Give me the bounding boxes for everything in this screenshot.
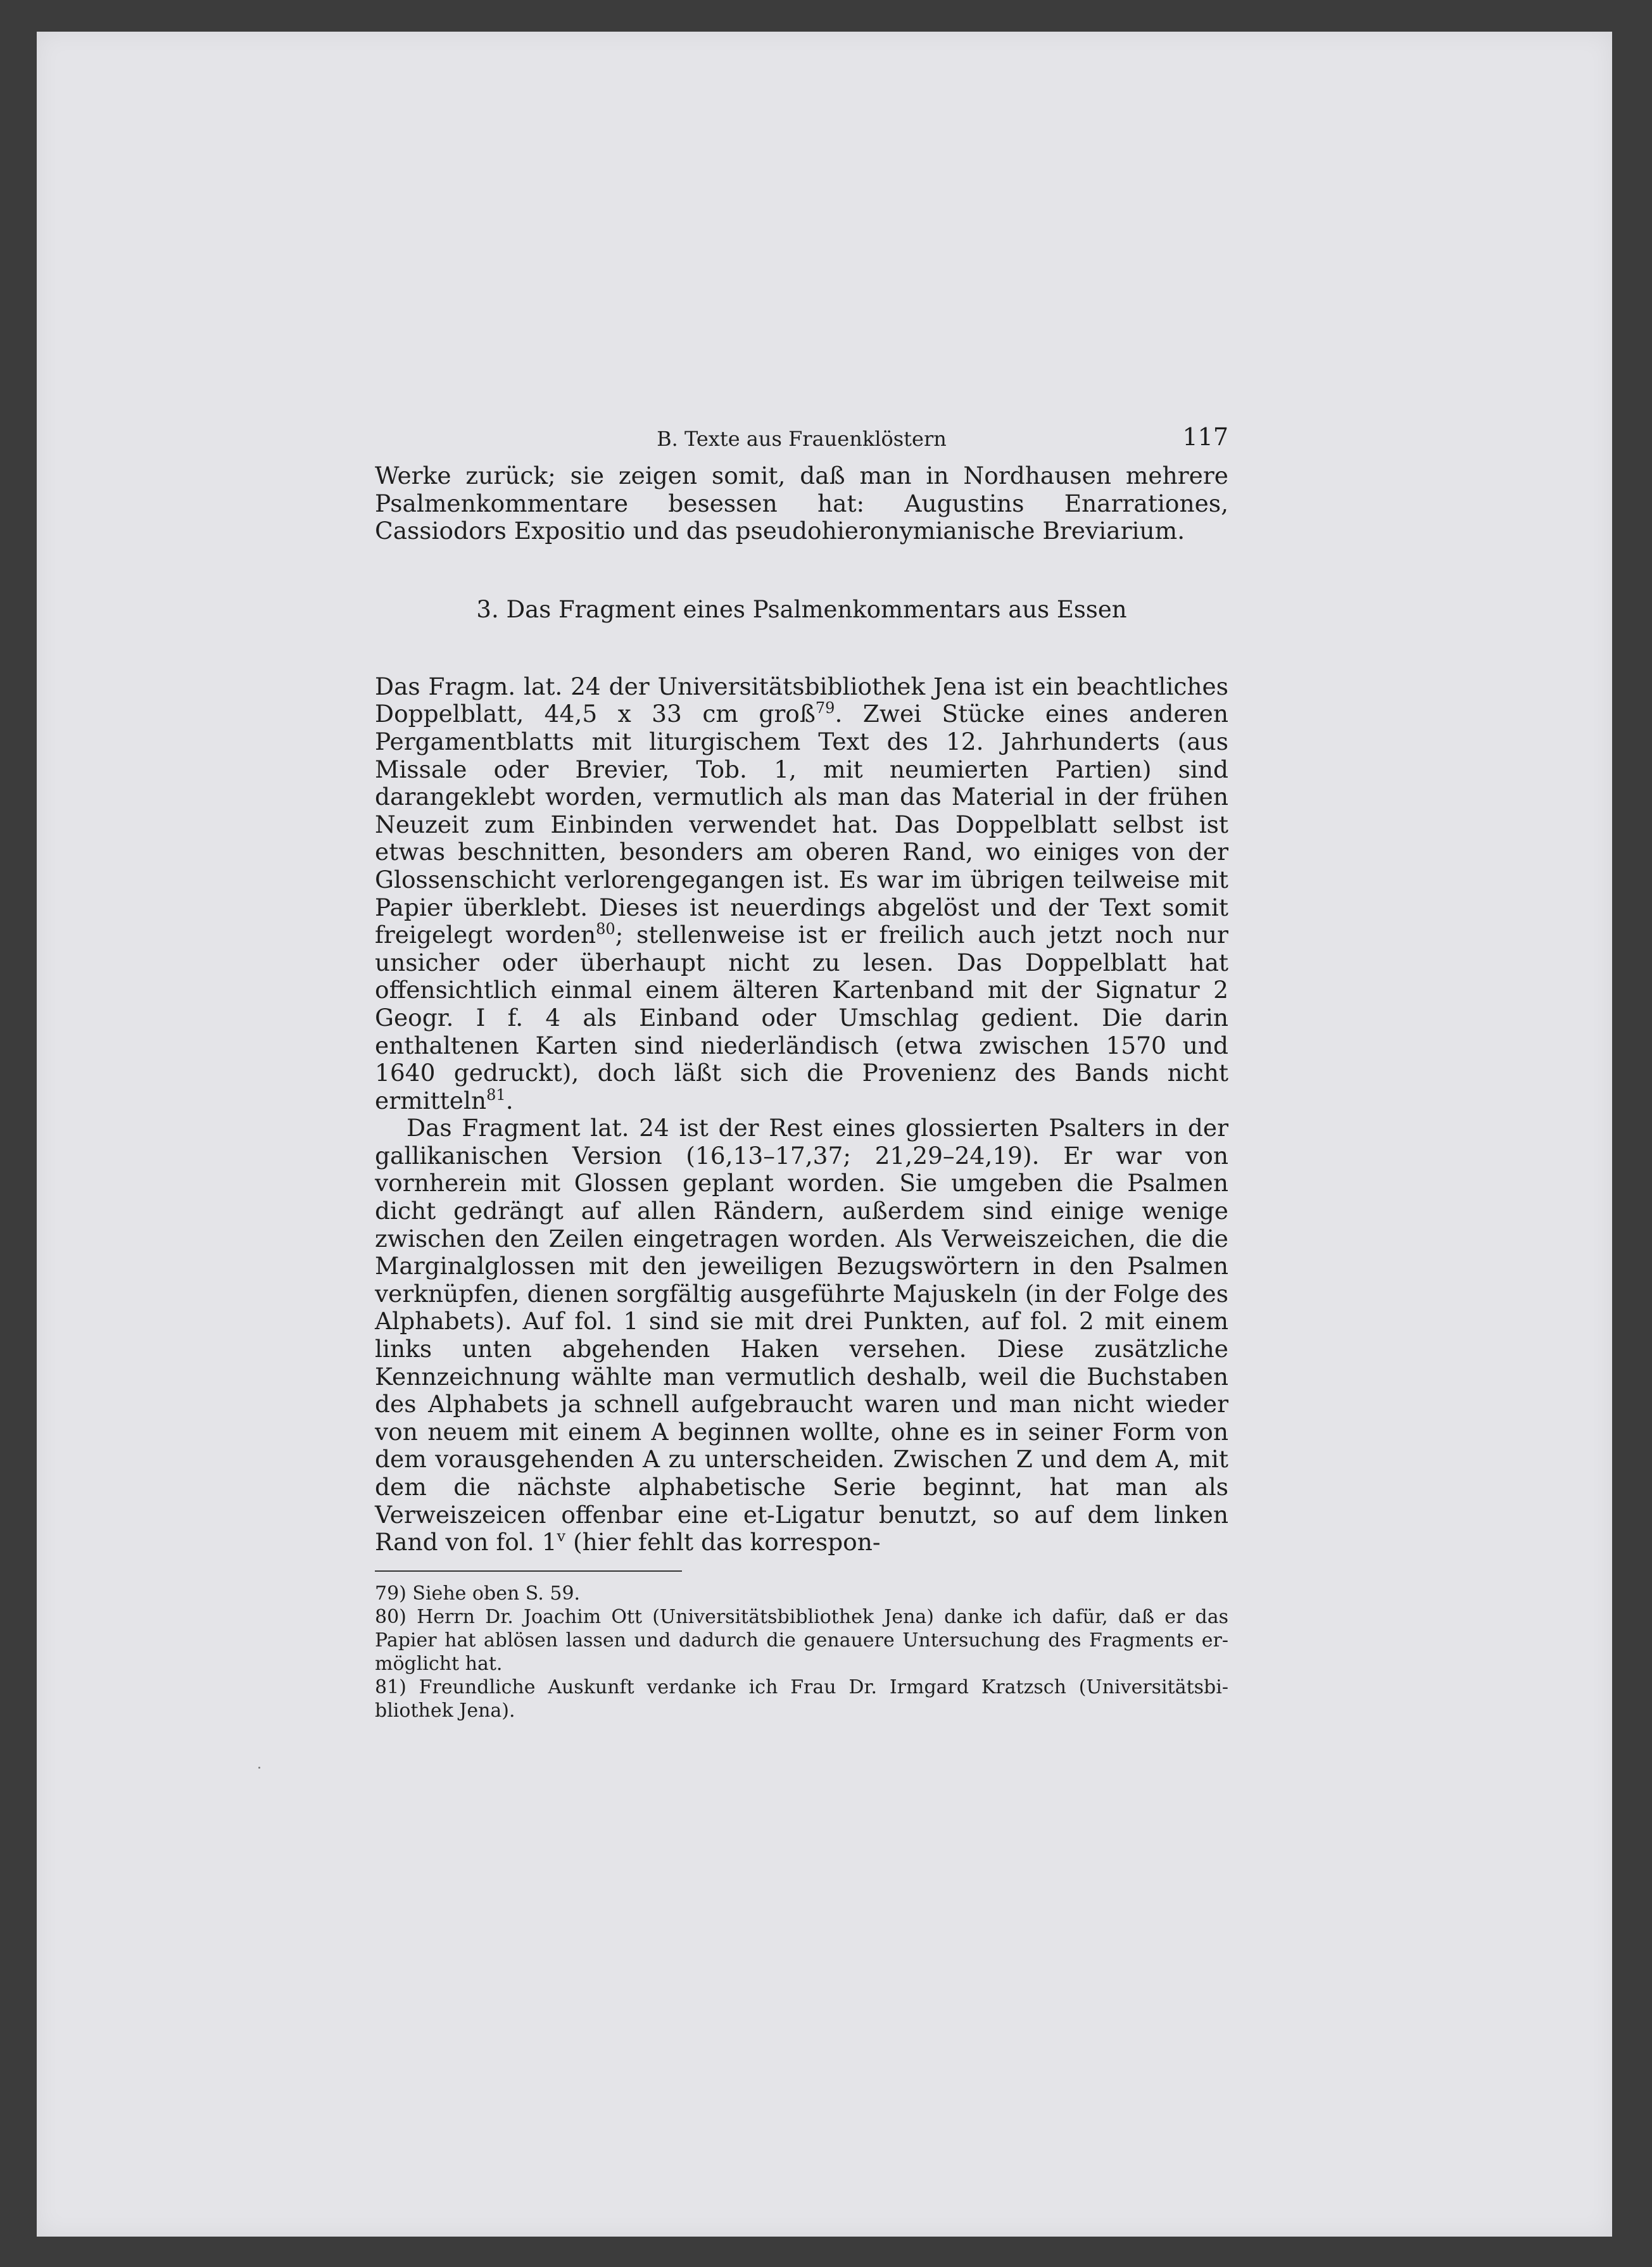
- running-head-title: B. Texte aus Frauenklöstern: [657, 427, 947, 451]
- paragraph-1-text: ; stellenweise ist er freilich auch jetzt noch nur unsicher oder überhaupt nicht zu lesen. Das Doppelblatt hat offensichtlich einmal einem älteren Kartenband mit der Signatur 2 Geogr. I f. 4 als Einband oder Umschlag gedient. Die darin enthaltenen Karten sind niederländisch (etwa zwischen 1570 und 1640 gedruckt), doch läßt sich die Provenienz des Bands nicht ermitteln: [375, 921, 1228, 1115]
- footnote-80: 80) Herrn Dr. Joachim Ott (Universitätsbibliothek Jena) danke ich dafür, daß er das Papier hat ablösen lassen und dadurch die genauere Untersuchung des Fragments ermöglicht hat.: [375, 1605, 1228, 1675]
- running-head: [375, 423, 1228, 462]
- intro-paragraph: Werke zurück; sie zeigen somit, daß man in Nordhausen mehrere Psalmenkommentare besessen hat: Augustins Enarrationes, Cassiodors Expositio und das pseudohieronymianische Breviarium.: [375, 462, 1228, 545]
- paper-speck: [258, 1767, 260, 1769]
- text-block: [375, 423, 1228, 1722]
- footnote-ref-81: 81: [486, 1085, 506, 1104]
- footnote-81: 81) Freundliche Auskunft verdanke ich Frau Dr. Irmgard Kratzsch (Universitätsbibliothek Jena).: [375, 1676, 1228, 1722]
- paragraph-2-text: Das Fragment lat. 24 ist der Rest eines glossierten Psalters in der gallikanischen Version (16,13–17,37; 21,29–24,19). Er war von vornherein mit Glossen geplant worden. Sie umgeben die Psalmen dicht gedrängt auf allen Rändern, außerdem sind einige wenige zwischen den Zeilen eingetragen worden. Als Verweiszeichen, die die Marginalglossen mit den jeweiligen Bezugswörtern in den Psalmen verknüpfen, dienen sorgfältig ausgeführte Majuskeln (in der Folge des Alphabets). Auf fol. 1 sind sie mit drei Punkten, auf fol. 2 mit einem links unten abgehenden Haken versehen. Diese zusätzliche Kennzeichnung wählte man vermutlich deshalb, weil die Buchstaben des Alphabets ja schnell aufgebraucht waren und man nicht wieder von neuem mit einem A beginnen wollte, ohne es in seiner Form von dem vorausgehenden A zu unterscheiden. Zwischen Z und dem A, mit dem die nächste alphabetische Serie beginnt, hat man als Verweiszeicen offenbar eine et-Ligatur benutzt, so auf dem linken Rand von fol. 1: [375, 1114, 1228, 1557]
- page-number: 117: [1182, 423, 1228, 451]
- superscript-verso: v: [557, 1527, 566, 1546]
- paragraph-1-text: Das Fragm. lat. 24 der Universitätsbibliothek Jena ist ein beachtliches Doppelblatt, 44,5 x 33 cm groß: [375, 672, 1228, 728]
- footnote-ref-79: 79: [815, 699, 835, 717]
- paragraph-2: [375, 1115, 1228, 1557]
- body-text: [375, 462, 1228, 1557]
- paragraph-2-text: (hier fehlt das korrespon-: [565, 1528, 881, 1557]
- footnote-79: 79) Siehe oben S. 59.: [375, 1582, 581, 1605]
- footnotes: [375, 1582, 1228, 1722]
- section-heading: 3. Das Fragment eines Psalmenkommentars aus Essen: [476, 595, 1127, 623]
- paragraph-1: [375, 673, 1228, 1115]
- footnote-rule: [375, 1570, 682, 1572]
- footnote-ref-80: 80: [596, 920, 615, 938]
- paragraph-1-text: . Zwei Stücke eines anderen Pergamentblatts mit liturgischem Text des 12. Jahrhunderts (aus Missale oder Brevier, Tob. 1, mit neumierten Partien) sind darangeklebt worden, vermutlich als man das Material in der frühen Neuzeit zum Einbinden verwendet hat. Das Doppelblatt selbst ist etwas beschnitten, besonders am oberen Rand, wo einiges von der Glossenschicht verlorengegangen ist. Es war im übrigen teilweise mit Papier überklebt. Dieses ist neuerdings abgelöst und der Text somit freigelegt worden: [375, 700, 1228, 949]
- paragraph-1-text: .: [505, 1086, 514, 1115]
